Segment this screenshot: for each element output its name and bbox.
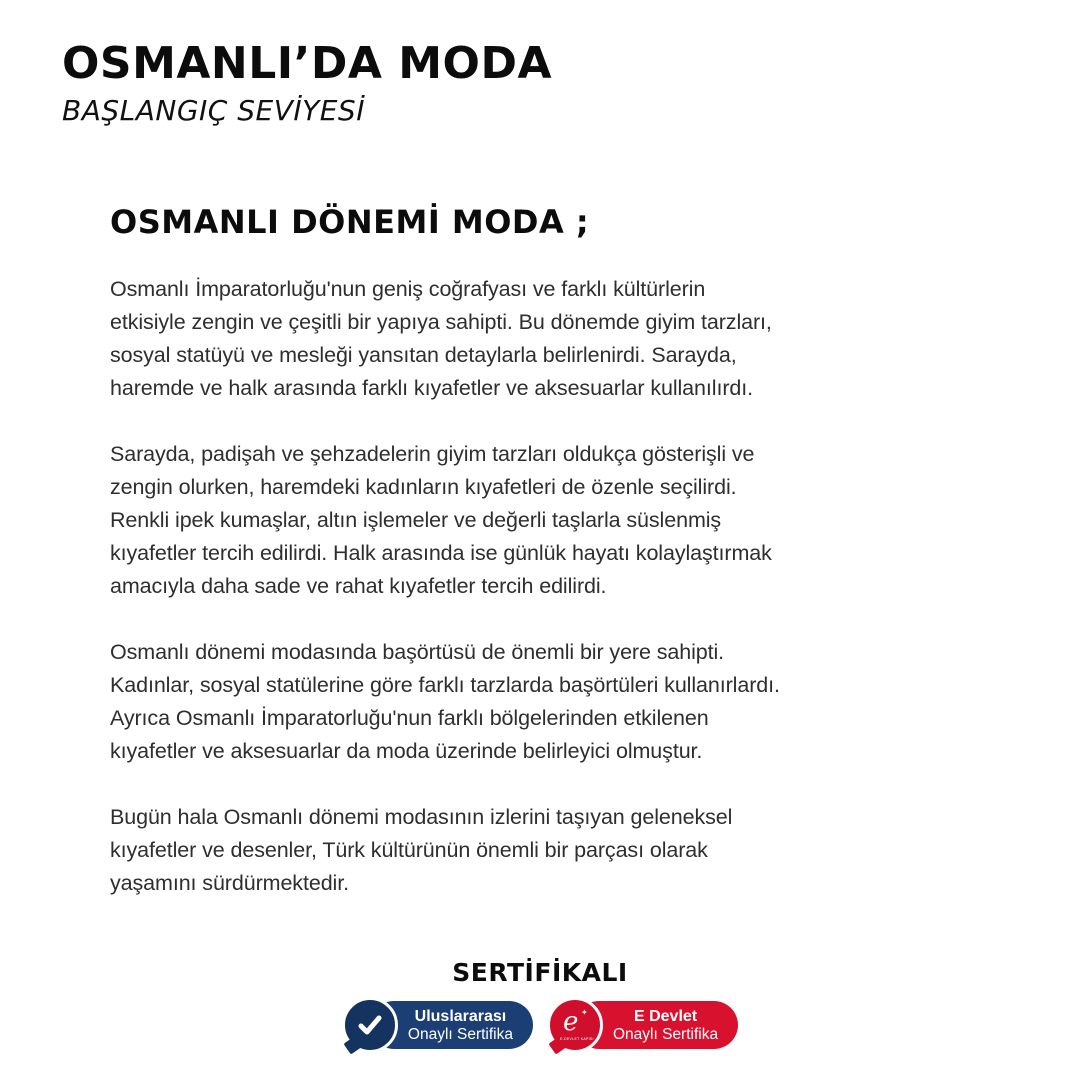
svg-text:✦: ✦ bbox=[581, 1008, 588, 1017]
e-devlet-caption: E-DEVLET KAPISI bbox=[560, 1037, 594, 1041]
paragraph-line: Osmanlı dönemi modasında başörtüsü de önemli bir yere sahipti. bbox=[110, 640, 725, 664]
article bbox=[110, 203, 870, 933]
section-heading: OSMANLI DÖNEMİ MODA ; bbox=[110, 203, 590, 241]
page-subtitle: BAŞLANGIÇ SEVİYESİ bbox=[62, 94, 365, 128]
paragraph bbox=[110, 438, 870, 603]
edevlet-certificate-badge bbox=[547, 997, 738, 1053]
certificate-badges bbox=[0, 997, 1080, 1053]
badge-title: Uluslararası bbox=[414, 1007, 507, 1025]
paragraph-line: kıyafetler ve aksesuarlar da moda üzerinde belirleyici olmuştur. bbox=[110, 739, 703, 763]
paragraph-line: amacıyla daha sade ve rahat kıyafetler tercih edilirdi. bbox=[110, 574, 607, 598]
international-certificate-badge bbox=[342, 997, 533, 1053]
badge-title: E Devlet bbox=[633, 1007, 698, 1025]
paragraph bbox=[110, 273, 870, 405]
badge-subtitle: Onaylı Sertifika bbox=[613, 1025, 719, 1043]
page-title: OSMANLI’DA MODA bbox=[62, 38, 553, 89]
paragraph-line: kıyafetler tercih edilirdi. Halk arasında ise günlük hayatı kolaylaştırmak bbox=[110, 541, 772, 565]
paragraph-line: zengin olurken, haremdeki kadınların kıyafetleri de özenle seçilirdi. bbox=[110, 475, 737, 499]
e-devlet-logo-icon bbox=[547, 997, 603, 1053]
paragraph bbox=[110, 801, 870, 900]
paragraph-line: Ayrıca Osmanlı İmparatorluğu'nun farklı bölgelerinden etkilenen bbox=[110, 706, 709, 730]
paragraph-line: haremde ve halk arasında farklı kıyafetler ve aksesuarlar kullanılırdı. bbox=[110, 376, 753, 400]
paragraph-line: yaşamını sürdürmektedir. bbox=[110, 871, 349, 895]
paragraph bbox=[110, 636, 870, 768]
paragraph-line: Bugün hala Osmanlı dönemi modasının izlerini taşıyan geleneksel bbox=[110, 805, 733, 829]
certificate-heading: SERTİFİKALI bbox=[452, 958, 628, 987]
badge-subtitle: Onaylı Sertifika bbox=[407, 1025, 513, 1043]
paragraph-line: Renkli ipek kumaşlar, altın işlemeler ve değerli taşlarla süslenmiş bbox=[110, 508, 722, 532]
footer bbox=[0, 958, 1080, 1053]
checkmark-icon bbox=[342, 997, 398, 1053]
paragraph-line: kıyafetler ve desenler, Türk kültürünün önemli bir parçası olarak bbox=[110, 838, 708, 862]
paragraph-line: Osmanlı İmparatorluğu'nun geniş coğrafyası ve farklı kültürlerin bbox=[110, 277, 706, 301]
body-text bbox=[110, 273, 870, 900]
header bbox=[62, 40, 552, 127]
paragraph-line: etkisiyle zengin ve çeşitli bir yapıya sahipti. Bu dönemde giyim tarzları, bbox=[110, 310, 772, 334]
paragraph-line: Kadınlar, sosyal statülerine göre farklı tarzlarda başörtüleri kullanırlardı. bbox=[110, 673, 780, 697]
paragraph-line: Sarayda, padişah ve şehzadelerin giyim tarzları oldukça gösterişli ve bbox=[110, 442, 755, 466]
svg-text:e: e bbox=[563, 1007, 579, 1037]
paragraph-line: sosyal statüyü ve mesleği yansıtan detaylarla belirlenirdi. Sarayda, bbox=[110, 343, 737, 367]
